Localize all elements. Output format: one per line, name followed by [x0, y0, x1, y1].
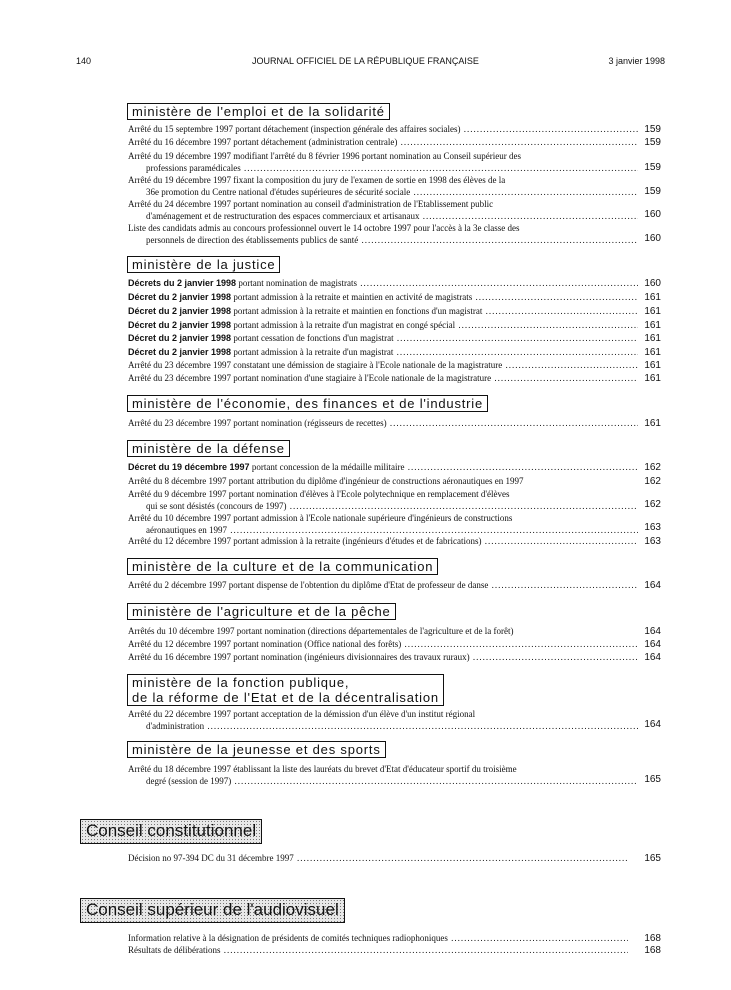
- page-ref: 161: [644, 306, 661, 317]
- entry-rest: portant admission à la retraite d'un magistrat en congé spécial: [231, 320, 456, 330]
- page-ref: 165: [644, 774, 661, 785]
- toc-entry[interactable]: [128, 151, 638, 174]
- entry-date-bold: Décrets du 2 janvier 1998: [128, 278, 237, 288]
- page-ref: 159: [644, 186, 661, 197]
- toc-entry[interactable]: [128, 476, 638, 488]
- page-ref: 168: [644, 933, 661, 944]
- page-ref: 164: [644, 719, 661, 730]
- entry-text-cont: qui se sont désistés (concours de 1997) .....: [128, 501, 638, 513]
- entry-rest: portant admission à la retraite et maintien en activité de magistrats: [231, 292, 473, 302]
- entry-text-cont: d'administration .....: [128, 721, 638, 733]
- entry-text: Arrêté du 15 septembre 1997 portant détachement (inspection générale des affaires sociales) .....: [128, 124, 638, 136]
- entry-text: [128, 462, 638, 474]
- toc-entry[interactable]: [128, 124, 638, 136]
- page-ref: 163: [644, 536, 661, 547]
- entry-text: Arrêté du 19 décembre 1997 modifiant l'arrêté du 8 février 1996 portant nomination au Conseil supérieur des: [128, 151, 522, 161]
- page-ref: 168: [644, 945, 661, 956]
- entry-text: Arrêté du 23 décembre 1997 portant nomination (régisseurs de recettes) .....: [128, 418, 638, 430]
- toc-entry[interactable]: [128, 945, 628, 957]
- entry-text: Arrêté du 10 décembre 1997 portant admission à l'Ecole nationale supérieure d'ingénieurs de constructions: [128, 513, 513, 523]
- page-ref: 161: [644, 360, 661, 371]
- toc-entry[interactable]: [128, 853, 628, 865]
- entry-text: Arrêté du 22 décembre 1997 portant acceptation de la démission d'un élève d'un institut régional: [128, 709, 476, 719]
- page-ref: 161: [644, 373, 661, 384]
- section-title-line-2: de la réforme de l'Etat et de la décentralisation: [132, 690, 439, 705]
- section-title-jeunesse: ministère de la jeunesse et des sports: [127, 741, 386, 758]
- journal-title: JOURNAL OFFICIEL DE LA RÉPUBLIQUE FRANÇAISE: [252, 56, 479, 66]
- entry-text: Arrêté du 2 décembre 1997 portant dispense de l'obtention du diplôme d'Etat de professeur de danse .....: [128, 580, 638, 592]
- entry-text: [128, 292, 638, 304]
- toc-entry[interactable]: [128, 709, 638, 732]
- toc-entry[interactable]: [128, 580, 638, 592]
- entry-text: Information relative à la désignation de présidents de comités techniques radiophoniques .....: [128, 933, 628, 945]
- toc-entry[interactable]: [128, 199, 638, 222]
- entry-text: Arrêté du 9 décembre 1997 portant nomination d'élèves à l'Ecole polytechnique en remplacement d'élèves: [128, 489, 510, 499]
- entry-text: Arrêté du 23 décembre 1997 constatant une démission de stagiaire à l'Ecole nationale de la magistrature .....: [128, 360, 638, 372]
- entry-text: Arrêté du 12 décembre 1997 portant nomination (Office national des forêts) .....: [128, 639, 638, 651]
- toc-entry[interactable]: [128, 933, 628, 945]
- entry-text-cont: 36e promotion du Centre national d'études supérieures de sécurité sociale .....: [128, 187, 638, 199]
- section-title-justice: ministère de la justice: [127, 256, 280, 273]
- section-title-defense: ministère de la défense: [127, 440, 290, 457]
- toc-entry[interactable]: [128, 137, 638, 149]
- page-ref: 165: [644, 853, 661, 864]
- entry-date-bold: Décret du 2 janvier 1998: [128, 347, 232, 357]
- page-ref: 162: [644, 476, 661, 487]
- toc-entry[interactable]: [128, 333, 638, 345]
- page-ref: 162: [644, 499, 661, 510]
- entry-text-cont: aéronautiques en 1997 .....: [128, 525, 638, 537]
- page-ref: 164: [644, 639, 661, 650]
- page-ref: 160: [644, 209, 661, 220]
- entry-text-cont: degré (session de 1997) .....: [128, 776, 638, 788]
- toc-entry[interactable]: [128, 278, 638, 290]
- entry-date-bold: Décret du 2 janvier 1998: [128, 306, 232, 316]
- entry-text: Arrêté du 12 décembre 1997 portant admission à la retraite (ingénieurs d'études et de fabrications) .....: [128, 536, 638, 548]
- toc-entry[interactable]: [128, 292, 638, 304]
- entry-text-cont: d'aménagement et de restructuration des espaces commerciaux et artisanaux .....: [128, 211, 638, 223]
- entry-text: Arrêté du 16 décembre 1997 portant nomination (ingénieurs divisionnaires des travaux ruraux) .....: [128, 652, 638, 664]
- section-title-culture: ministère de la culture et de la communication: [127, 558, 438, 575]
- entry-text: Résultats de délibérations .....: [128, 945, 628, 957]
- page-ref: 160: [644, 278, 661, 289]
- toc-entry[interactable]: [128, 513, 638, 536]
- entry-text: [128, 320, 638, 332]
- entry-text: Arrêté du 23 décembre 1997 portant nomination d'une stagiaire à l'Ecole nationale de la magistrature .....: [128, 373, 638, 385]
- page-ref: 164: [644, 580, 661, 591]
- entry-text: Arrêté du 16 décembre 1997 portant détachement (administration centrale) .....: [128, 137, 638, 149]
- entry-rest: portant nomination de magistrats: [236, 278, 358, 288]
- entry-text-cont: professions paramédicales .....: [128, 163, 638, 175]
- toc-entry[interactable]: [128, 639, 638, 651]
- page-ref: 159: [644, 137, 661, 148]
- page-ref: 164: [644, 652, 661, 663]
- page-ref: 163: [644, 522, 661, 533]
- page-ref: 159: [644, 124, 661, 135]
- page-ref: 164: [644, 626, 661, 637]
- section-title-csa: Conseil supérieur de l'audiovisuel: [80, 898, 345, 923]
- entry-rest: portant admission à la retraite et maintien en fonctions d'un magistrat: [231, 306, 483, 316]
- entry-date-bold: Décret du 19 décembre 1997: [128, 462, 250, 472]
- entry-text-cont: personnels de direction des établissements publics de santé .....: [128, 235, 638, 247]
- toc-entry[interactable]: [128, 489, 638, 512]
- page-ref: 161: [644, 418, 661, 429]
- toc-entry[interactable]: [128, 418, 638, 430]
- entry-text: Arrêté du 8 décembre 1997 portant attribution du diplôme d'ingénieur de constructions aéronautiques en 1997: [128, 476, 524, 486]
- entry-text: Arrêtés du 10 décembre 1997 portant nomination (directions départementales de l'agriculture et de la forêt): [128, 626, 514, 636]
- entry-rest: portant admission à la retraite d'un magistrat: [231, 347, 394, 357]
- toc-entry[interactable]: [128, 373, 638, 385]
- page-ref: 161: [644, 292, 661, 303]
- page-ref: 161: [644, 333, 661, 344]
- toc-entry[interactable]: [128, 626, 638, 638]
- page-ref: 160: [644, 233, 661, 244]
- toc-entry[interactable]: [128, 223, 638, 246]
- entry-text: [128, 278, 638, 290]
- page-ref: 162: [644, 462, 661, 473]
- toc-entry[interactable]: [128, 347, 638, 359]
- section-title-emploi: ministère de l'emploi et de la solidarité: [127, 103, 390, 120]
- entry-date-bold: Décret du 2 janvier 1998: [128, 333, 232, 343]
- page-number: 140: [76, 56, 92, 66]
- page-ref: 159: [644, 162, 661, 173]
- page-ref: 161: [644, 347, 661, 358]
- entry-text: [128, 306, 638, 318]
- section-title-line-1: ministère de la fonction publique,: [132, 675, 350, 690]
- toc-entry[interactable]: [128, 175, 638, 198]
- toc-entry[interactable]: [128, 320, 638, 332]
- toc-entry[interactable]: [128, 536, 638, 548]
- section-title-conseil-constitutionnel: Conseil constitutionnel: [80, 819, 262, 844]
- entry-rest: portant cessation de fonctions d'un magistrat: [231, 333, 394, 343]
- page-ref: 161: [644, 320, 661, 331]
- toc-entry[interactable]: [128, 764, 638, 787]
- toc-entry[interactable]: [128, 360, 638, 372]
- section-title-fonction-publique: [127, 674, 444, 706]
- entry-text: Arrêté du 19 décembre 1997 fixant la composition du jury de l'examen de sortie en 1998 des élèves de la: [128, 175, 506, 185]
- toc-entry[interactable]: [128, 462, 638, 474]
- entry-text: Décision no 97-394 DC du 31 décembre 1997 .....: [128, 853, 628, 865]
- entry-text: [128, 347, 638, 359]
- entry-date-bold: Décret du 2 janvier 1998: [128, 320, 232, 330]
- issue-date: 3 janvier 1998: [608, 56, 665, 66]
- entry-date-bold: Décret du 2 janvier 1998: [128, 292, 232, 302]
- entry-text: Arrêté du 24 décembre 1997 portant nomination au conseil d'administration de l'Etablissement public: [128, 199, 494, 209]
- toc-entry[interactable]: [128, 652, 638, 664]
- toc-entry[interactable]: [128, 306, 638, 318]
- entry-rest: portant concession de la médaille militaire: [249, 462, 405, 472]
- entry-text: Liste des candidats admis au concours professionnel ouvert le 14 octobre 1997 pour l'accès à la 3e classe des: [128, 223, 520, 233]
- entry-text: [128, 333, 638, 345]
- entry-text: Arrêté du 18 décembre 1997 établissant la liste des lauréats du brevet d'Etat d'éducateur sportif du troisième: [128, 764, 517, 774]
- section-title-agriculture: ministère de l'agriculture et de la pêche: [127, 603, 396, 620]
- section-title-economie: ministère de l'économie, des finances et de l'industrie: [127, 395, 488, 412]
